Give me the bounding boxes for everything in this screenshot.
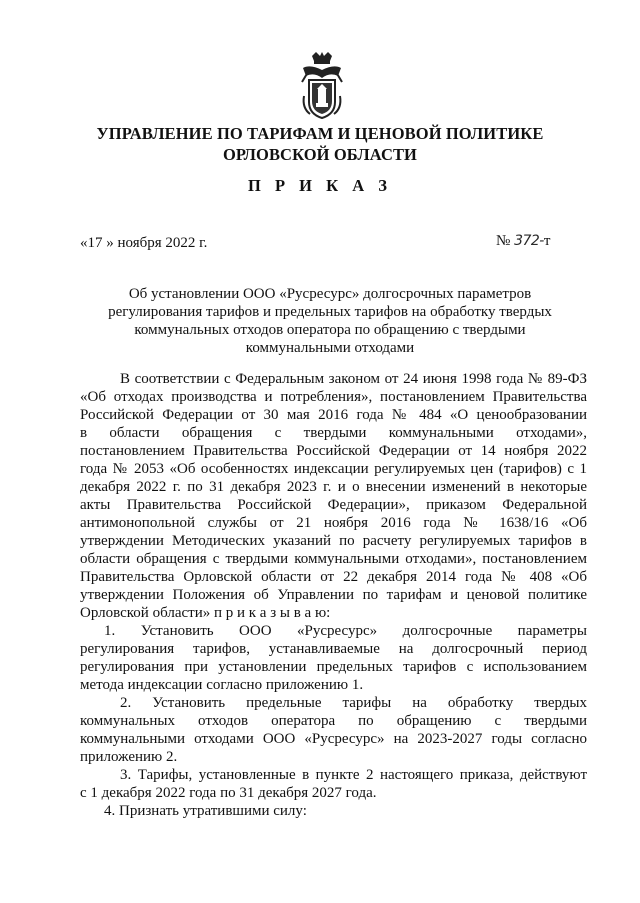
body-line: приложению 2.: [80, 749, 178, 765]
document-type-title: П Р И К А З: [248, 176, 392, 195]
body-line: 2. Установить предельные тарифы на обработку твердых: [120, 695, 587, 711]
document-subject: [80, 285, 580, 357]
body-line: коммунальных отходов оператора по обращению с твердыми: [80, 713, 587, 729]
body-line: регулирования тарифов, устанавливаемые на долгосрочный период: [80, 641, 587, 657]
body-line: декабря 2022 г. по 31 декабря 2023 г. и о внесении изменений в некоторые: [80, 479, 587, 495]
organization-name-line1: УПРАВЛЕНИЕ ПО ТАРИФАМ И ЦЕНОВОЙ ПОЛИТИКЕ: [96, 124, 544, 143]
oryol-coat-of-arms-icon: [300, 52, 344, 120]
body-line: 3. Тарифы, установленные в пункте 2 настоящего приказа, действуют: [120, 767, 587, 783]
body-line: акты Правительства Российской Федерации», приказом Федеральной: [80, 497, 587, 513]
number-suffix: т: [543, 233, 551, 249]
body-line: «Об отходах производства и потребления», постановлением Правительства: [80, 389, 587, 405]
body-line: антимонопольной службы от 21 ноября 2016 года № 1638/16 «Об: [80, 515, 587, 531]
body-line: с 1 декабря 2022 года по 31 декабря 2027 года.: [80, 785, 377, 801]
document-number: [496, 233, 550, 250]
subject-line: Об установлении ООО «Русресурс» долгосрочных параметров: [128, 286, 532, 302]
document-body: [80, 370, 587, 820]
body-line: В соответствии с Федеральным законом от 24 июня 1998 года № 89-ФЗ: [120, 371, 587, 387]
body-line: Правительства Орловской области от 22 декабря 2014 года № 408 «Об: [80, 569, 587, 585]
body-line: коммунальными отходами ООО «Русресурс» на 2023-2027 годы согласно: [80, 731, 587, 747]
number-handwritten: 372-: [514, 233, 544, 249]
subject-line: коммунальных отходов оператора по обращению с твердыми: [134, 322, 526, 338]
body-line: 4. Признать утратившими силу:: [104, 803, 307, 819]
subject-line: регулирования тарифов и предельных тарифов на обработку твердых: [108, 304, 552, 320]
subject-line: коммунальными отходами: [245, 340, 415, 356]
organization-name-line2: ОРЛОВСКОЙ ОБЛАСТИ: [222, 145, 417, 164]
body-line: утверждении Положения об Управлении по тарифам и ценовой политике: [80, 587, 587, 603]
body-line: Орловской области» п р и к а з ы в а ю:: [80, 605, 331, 621]
body-line: утверждении Методических указаний по расчету регулируемых тарифов в: [80, 533, 587, 549]
body-line: 1. Установить ООО «Русресурс» долгосрочные параметры: [104, 623, 587, 639]
document-date: «17 » ноября 2022 г.: [80, 235, 208, 251]
body-line: метода индексации согласно приложению 1.: [80, 677, 364, 693]
body-line: регулирования при установлении предельных тарифов с использованием: [80, 659, 587, 675]
body-line: области обращения с твердыми коммунальными отходами», постановлением: [80, 551, 587, 567]
body-line: в области обращения с твердыми коммунальными отходами»,: [80, 425, 587, 441]
number-sign: №: [496, 233, 511, 249]
body-line: Российской Федерации от 30 мая 2016 года № 484 «О ценообразовании: [80, 407, 587, 423]
body-line: года № 2053 «Об особенностях индексации регулируемых цен (тарифов) с 1: [80, 461, 587, 477]
body-line: постановлением Правительства Российской Федерации от 14 ноября 2022: [80, 443, 587, 459]
